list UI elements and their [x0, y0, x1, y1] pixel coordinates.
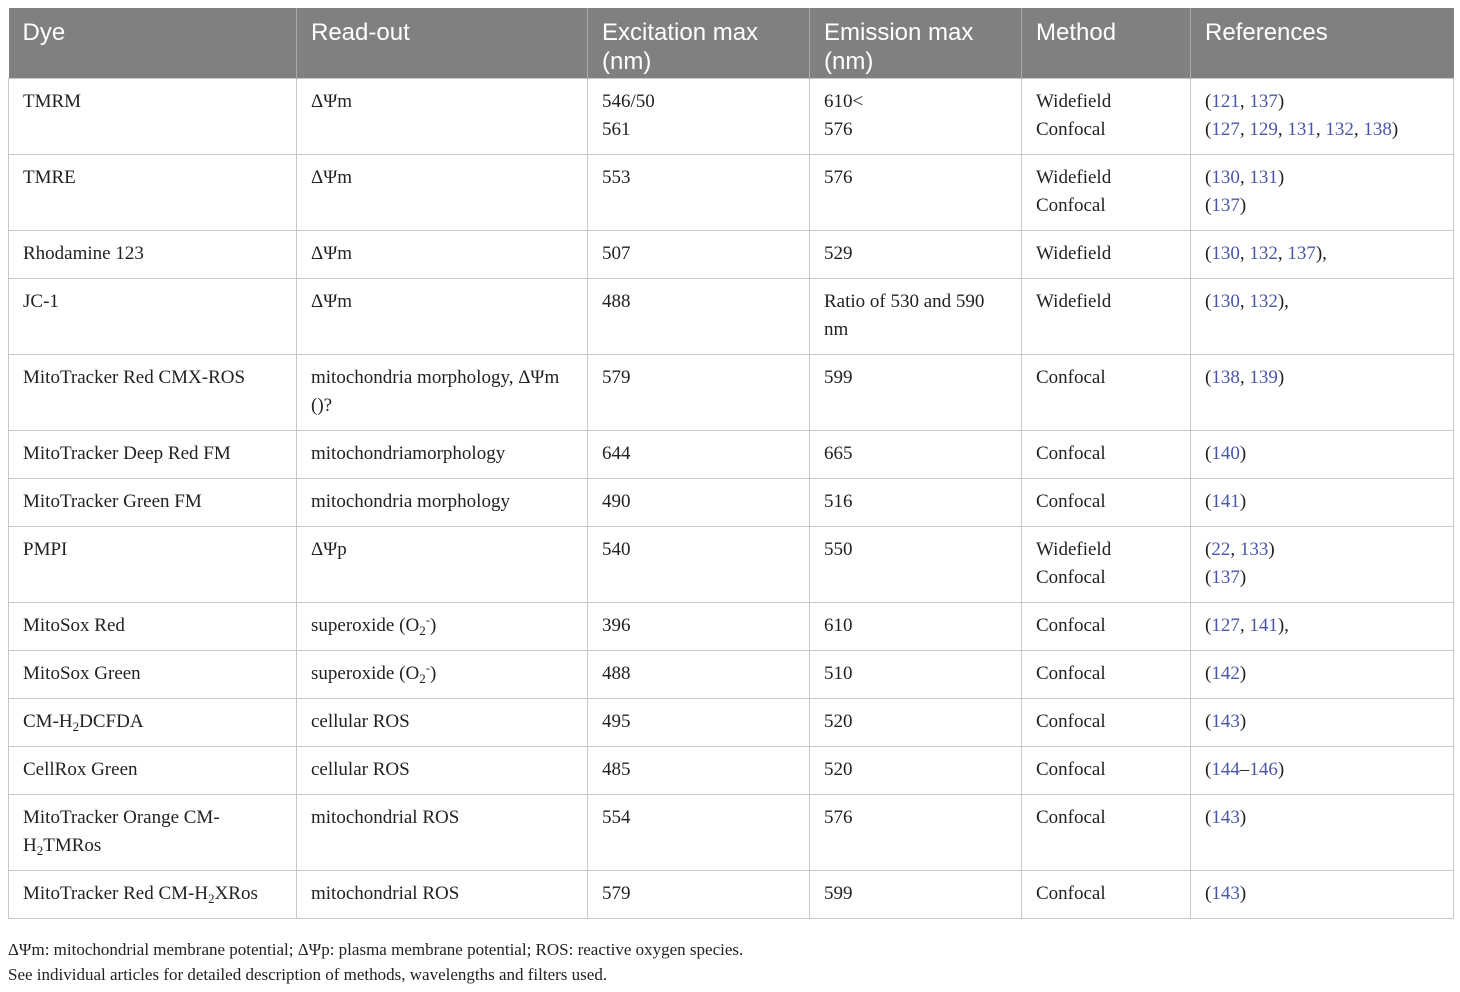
cell-readout: mitochondriamorphology: [297, 430, 588, 478]
cell-readout: mitochondrial ROS: [297, 870, 588, 918]
cell-emission-line: 520: [824, 758, 853, 780]
cell-excitation: [588, 526, 810, 602]
cell-excitation: [588, 650, 810, 698]
cell-method-line: Confocal: [1036, 662, 1106, 684]
table-row: [9, 430, 1454, 478]
cell-emission-line: 599: [824, 882, 853, 904]
cell-references: [1191, 746, 1454, 794]
reference-link[interactable]: 146: [1249, 758, 1278, 780]
cell-excitation-line: 396: [602, 614, 631, 636]
references-line: (22, 133): [1205, 538, 1275, 560]
cell-emission-line: 665: [824, 442, 853, 464]
cell-dye: MitoTracker Green FM: [9, 478, 297, 526]
reference-link[interactable]: 137: [1249, 90, 1278, 112]
table-row: [9, 650, 1454, 698]
footnote-abbreviations: ΔΨm: mitochondrial membrane potential; ΔΨp: plasma membrane potential; ROS: reactive oxygen species.: [8, 940, 744, 959]
reference-link[interactable]: 22: [1211, 538, 1231, 560]
cell-emission-line: 520: [824, 710, 853, 732]
cell-dye: MitoSox Green: [9, 650, 297, 698]
cell-emission: [810, 354, 1022, 430]
cell-excitation-line: 554: [602, 806, 631, 828]
cell-excitation-line: 546/50: [602, 90, 655, 112]
cell-dye: TMRM: [9, 78, 297, 154]
cell-readout: ΔΨm: [297, 78, 588, 154]
reference-link[interactable]: 144: [1211, 758, 1240, 780]
cell-dye: MitoSox Red: [9, 602, 297, 650]
cell-dye: MitoTracker Red $CM-H_2XRos$: [9, 870, 297, 918]
cell-dye: CellRox Green: [9, 746, 297, 794]
cell-excitation-line: 579: [602, 366, 631, 388]
cell-dye: MitoTracker Deep Red FM: [9, 430, 297, 478]
cell-excitation-line: 553: [602, 166, 631, 188]
cell-method-line: Confocal: [1036, 566, 1106, 588]
cell-method-line: Widefield: [1036, 290, 1112, 312]
cell-emission: [810, 746, 1022, 794]
table-row: [9, 746, 1454, 794]
cell-method-line: Widefield: [1036, 242, 1112, 264]
table-row: [9, 154, 1454, 230]
cell-references: [1191, 154, 1454, 230]
cell-dye: MitoTracker Red CMX-ROS: [9, 354, 297, 430]
references-line: (142): [1205, 662, 1247, 684]
reference-link[interactable]: 127: [1211, 118, 1240, 140]
cell-method-line: Confocal: [1036, 806, 1106, 828]
cell-emission: [810, 526, 1022, 602]
cell-emission-line: 610<: [824, 90, 864, 112]
reference-link[interactable]: 141: [1211, 490, 1240, 512]
cell-method-line: Confocal: [1036, 442, 1106, 464]
reference-link[interactable]: 137: [1211, 194, 1240, 216]
table-row: [9, 698, 1454, 746]
cell-dye: TMRE: [9, 154, 297, 230]
cell-method-line: Confocal: [1036, 710, 1106, 732]
references-line: (137): [1205, 566, 1247, 588]
cell-method-line: Confocal: [1036, 118, 1106, 140]
references-line: (144–146): [1205, 758, 1285, 780]
cell-references: [1191, 526, 1454, 602]
references-line: (130, 132),: [1205, 290, 1289, 312]
cell-excitation: [588, 354, 810, 430]
cell-emission-line: 576: [824, 118, 853, 140]
cell-excitation: [588, 698, 810, 746]
reference-link[interactable]: 131: [1287, 118, 1316, 140]
table-row: [9, 278, 1454, 354]
references-line: (143): [1205, 882, 1247, 904]
cell-references: [1191, 602, 1454, 650]
cell-excitation-line: 488: [602, 290, 631, 312]
reference-link[interactable]: 127: [1211, 614, 1240, 636]
reference-link[interactable]: 138: [1363, 118, 1392, 140]
dye-table-container: [8, 8, 1453, 919]
cell-emission-line: 529: [824, 242, 853, 264]
cell-dye: Rhodamine 123: [9, 230, 297, 278]
fluorescent-dye-table: [8, 8, 1454, 919]
cell-emission-line: 516: [824, 490, 853, 512]
cell-dye: $CM-H_2DCFDA$: [9, 698, 297, 746]
reference-link[interactable]: 137: [1211, 566, 1240, 588]
cell-emission: [810, 870, 1022, 918]
cell-emission-line: 576: [824, 166, 853, 188]
references-line: (130, 132, 137),: [1205, 242, 1327, 264]
cell-references: [1191, 354, 1454, 430]
reference-link[interactable]: 132: [1325, 118, 1354, 140]
cell-emission: [810, 430, 1022, 478]
cell-excitation-line: 495: [602, 710, 631, 732]
reference-link[interactable]: 143: [1211, 806, 1240, 828]
references-line: (127, 129, 131, 132, 138): [1205, 118, 1399, 140]
references-line: (141): [1205, 490, 1247, 512]
reference-link[interactable]: 121: [1211, 90, 1240, 112]
cell-readout: mitochondria morphology, ΔΨm ()?: [297, 354, 588, 430]
cell-readout: mitochondrial ROS: [297, 794, 588, 870]
cell-emission: [810, 154, 1022, 230]
cell-method: [1022, 430, 1191, 478]
cell-excitation-line: 488: [602, 662, 631, 684]
cell-method: [1022, 154, 1191, 230]
cell-excitation-line: 540: [602, 538, 631, 560]
references-line: (121, 137): [1205, 90, 1285, 112]
table-row: [9, 354, 1454, 430]
cell-method-line: Confocal: [1036, 490, 1106, 512]
cell-emission-line: 599: [824, 366, 853, 388]
cell-emission: [810, 278, 1022, 354]
reference-link[interactable]: 140: [1211, 442, 1240, 464]
cell-method: [1022, 698, 1191, 746]
cell-references: [1191, 78, 1454, 154]
header-readout: Read-out: [297, 8, 588, 78]
cell-references: [1191, 230, 1454, 278]
cell-excitation-line: 561: [602, 118, 631, 140]
table-header: [9, 8, 1454, 78]
cell-method: [1022, 278, 1191, 354]
cell-method: [1022, 650, 1191, 698]
cell-method-line: Widefield: [1036, 166, 1112, 188]
cell-method-line: Confocal: [1036, 366, 1106, 388]
cell-excitation: [588, 78, 810, 154]
cell-emission: [810, 78, 1022, 154]
cell-excitation-line: 644: [602, 442, 631, 464]
cell-references: [1191, 794, 1454, 870]
reference-link[interactable]: 137: [1287, 242, 1316, 264]
cell-readout: ΔΨp: [297, 526, 588, 602]
cell-excitation-line: 507: [602, 242, 631, 264]
cell-method: [1022, 230, 1191, 278]
table-row: [9, 602, 1454, 650]
cell-readout: cellular ROS: [297, 746, 588, 794]
header-emission: Emission max (nm): [810, 8, 1022, 78]
cell-method-line: Widefield: [1036, 538, 1112, 560]
cell-dye: MitoTracker Orange $CM-H_2TMRos$: [9, 794, 297, 870]
header-references: References: [1191, 8, 1454, 78]
cell-method: [1022, 870, 1191, 918]
cell-emission-line: 510: [824, 662, 853, 684]
cell-method-line: Widefield: [1036, 90, 1112, 112]
reference-link[interactable]: 129: [1249, 118, 1278, 140]
table-row: [9, 870, 1454, 918]
cell-references: [1191, 278, 1454, 354]
cell-method-line: Confocal: [1036, 194, 1106, 216]
table-footnotes: [8, 937, 743, 987]
cell-emission: [810, 602, 1022, 650]
table-body: [9, 78, 1454, 918]
cell-references: [1191, 870, 1454, 918]
table-row: [9, 794, 1454, 870]
cell-excitation: [588, 154, 810, 230]
references-line: (137): [1205, 194, 1247, 216]
cell-method: [1022, 794, 1191, 870]
cell-emission: [810, 650, 1022, 698]
cell-method: [1022, 478, 1191, 526]
cell-method-line: Confocal: [1036, 614, 1106, 636]
table-row: [9, 230, 1454, 278]
references-line: (140): [1205, 442, 1247, 464]
references-line: (143): [1205, 806, 1247, 828]
reference-link[interactable]: 132: [1249, 290, 1278, 312]
reference-link[interactable]: 133: [1239, 538, 1269, 560]
cell-excitation-line: 490: [602, 490, 631, 512]
references-line: (143): [1205, 710, 1247, 732]
cell-excitation: [588, 278, 810, 354]
reference-link[interactable]: 138: [1211, 366, 1240, 388]
reference-link[interactable]: 141: [1249, 614, 1278, 636]
cell-emission: [810, 794, 1022, 870]
cell-excitation-line: 485: [602, 758, 631, 780]
cell-excitation-line: 579: [602, 882, 631, 904]
cell-readout: cellular ROS: [297, 698, 588, 746]
cell-method: [1022, 354, 1191, 430]
table-row: [9, 78, 1454, 154]
cell-method-line: Confocal: [1036, 758, 1106, 780]
reference-link[interactable]: 139: [1249, 366, 1278, 388]
cell-excitation: [588, 870, 810, 918]
cell-emission-line: 610: [824, 614, 853, 636]
cell-emission-line: Ratio of 530 and 590 nm: [824, 290, 985, 340]
cell-emission-line: 550: [824, 538, 853, 560]
cell-excitation: [588, 478, 810, 526]
cell-method-line: Confocal: [1036, 882, 1106, 904]
references-line: (127, 141),: [1205, 614, 1289, 636]
references-line: (138, 139): [1205, 366, 1285, 388]
header-dye: Dye: [9, 8, 297, 78]
reference-link[interactable]: 130: [1211, 242, 1240, 264]
cell-emission: [810, 230, 1022, 278]
footnote-see-articles: See individual articles for detailed description of methods, wavelengths and filters used.: [8, 965, 608, 984]
cell-method: [1022, 526, 1191, 602]
reference-link[interactable]: 132: [1249, 242, 1278, 264]
table-row: [9, 526, 1454, 602]
cell-excitation: [588, 230, 810, 278]
cell-method: [1022, 746, 1191, 794]
cell-method: [1022, 78, 1191, 154]
reference-link[interactable]: 130: [1211, 166, 1240, 188]
reference-link[interactable]: 143: [1211, 710, 1240, 732]
cell-references: [1191, 478, 1454, 526]
cell-references: [1191, 430, 1454, 478]
header-method: Method: [1022, 8, 1191, 78]
cell-readout: superoxide $(O_2^-)$: [297, 650, 588, 698]
reference-link[interactable]: 142: [1211, 662, 1240, 684]
cell-emission: [810, 698, 1022, 746]
cell-dye: PMPI: [9, 526, 297, 602]
reference-link[interactable]: 130: [1211, 290, 1240, 312]
cell-readout: superoxide $(O_2^-)$: [297, 602, 588, 650]
cell-method: [1022, 602, 1191, 650]
cell-excitation: [588, 602, 810, 650]
reference-link[interactable]: 131: [1249, 166, 1278, 188]
cell-excitation: [588, 746, 810, 794]
reference-link[interactable]: 143: [1211, 882, 1240, 904]
cell-readout: ΔΨm: [297, 278, 588, 354]
header-row: [9, 8, 1454, 78]
cell-excitation: [588, 794, 810, 870]
table-row: [9, 478, 1454, 526]
cell-emission: [810, 478, 1022, 526]
cell-references: [1191, 698, 1454, 746]
cell-readout: ΔΨm: [297, 154, 588, 230]
cell-dye: JC-1: [9, 278, 297, 354]
cell-emission-line: 576: [824, 806, 853, 828]
header-excitation: Excitation max (nm): [588, 8, 810, 78]
references-line: (130, 131): [1205, 166, 1285, 188]
cell-readout: ΔΨm: [297, 230, 588, 278]
cell-excitation: [588, 430, 810, 478]
cell-references: [1191, 650, 1454, 698]
cell-readout: mitochondria morphology: [297, 478, 588, 526]
